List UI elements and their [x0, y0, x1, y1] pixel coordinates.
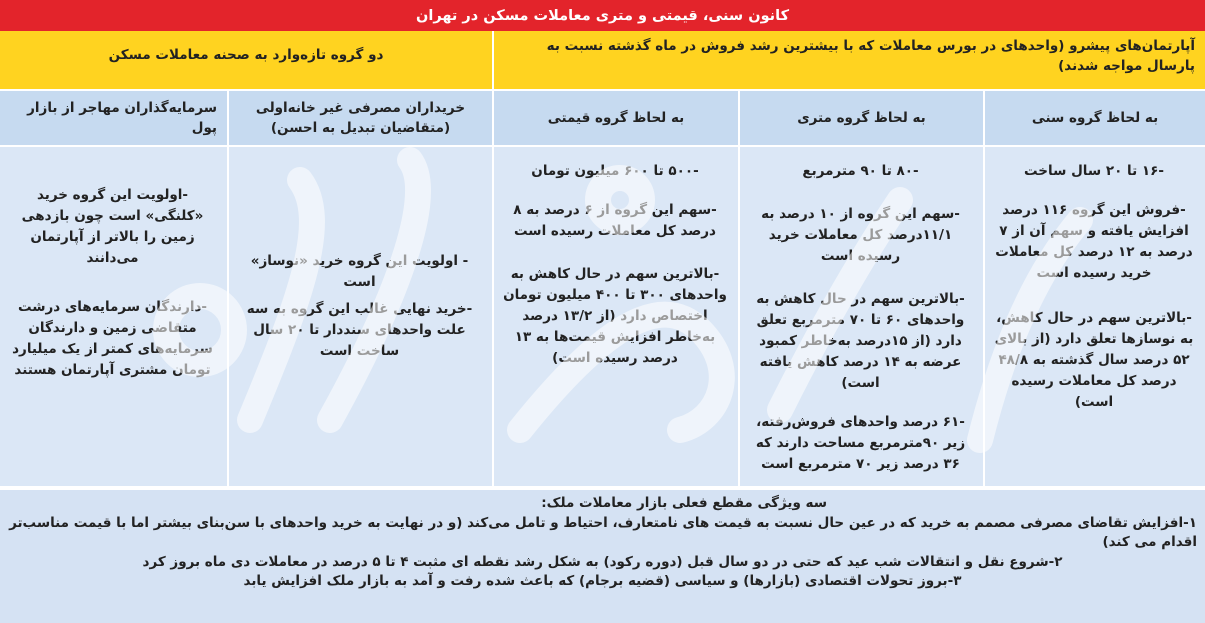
upgrade-item-1: - اولویت این گروه خرید «نوساز» است — [250, 253, 469, 290]
age-item-1: -۱۶ تا ۲۰ سال ساخت — [1024, 163, 1164, 179]
area-item-1: -۸۰ تا ۹۰ مترمربع — [802, 163, 919, 179]
price-item-2: -سهم این گروه از ۶ درصد به ۸ درصد کل معاملات رسیده است — [513, 202, 717, 239]
section-leading-apartments — [494, 31, 1205, 89]
price-item-1: -۵۰۰ تا ۶۰۰ میلیون تومان — [531, 163, 699, 179]
body-upgrade-buyers — [229, 147, 492, 486]
area-item-2: -سهم این گروه از ۱۰ درصد به ۱۱/۱درصد کل معاملات خرید رسیده است — [761, 206, 960, 264]
footer-point-1: ۱-افزایش تقاضای مصرفی مصمم به خرید که در عین حال نسبت به قیمت های نامتعارف، احتیاط و تامل می‌کند (و در نهایت به خرید واحدهای با سن‌بنای بیشتر اما با قیمت مناسب‌تر اقدام می کند) — [9, 514, 1197, 550]
age-item-3: -بالاترین سهم در حال کاهش، به نوسازها تعلق دارد (از بالای ۵۲ درصد سال گذشته به ۴۸/۸ درصد کل معاملات رسیده است) — [994, 310, 1194, 410]
header-age-group: به لحاظ گروه سنی — [985, 91, 1205, 145]
investor-item-2: -دارندگان سرمایه‌های درشت متقاضی زمین و دارندگان سرمایه‌های کمتر از یک میلیارد تومان مشتری آپارتمان هستند — [12, 299, 213, 378]
area-item-3: -بالاترین سهم در حال کاهش به واحدهای ۶۰ تا ۷۰ مترمربع تعلق دارد (از ۱۵درصد به‌خاطر کمبود عرضه به ۱۴ درصد کاهش یافته است) — [756, 291, 965, 391]
header-upgrade-buyers: خریداران مصرفی غیر خانه‌اولی (متقاضیان تبدیل به احسن) — [229, 91, 492, 145]
header-price-group: به لحاظ گروه قیمتی — [494, 91, 738, 145]
footer-point-3: ۳-بروز تحولات اقتصادی (بازارها) و سیاسی (قضیه برجام) که باعث شده رفت و آمد به بازار ملک افزایش یابد — [243, 573, 962, 589]
body-price-group — [494, 147, 738, 486]
section-leading-text: آپارتمان‌های پیشرو (واحدهای در بورس معاملات که با بیشترین رشد فروش در ماه گذشته نسبت به پارسال مواجه شدند) — [546, 38, 1195, 74]
upgrade-item-2: -خرید نهایی غالب این گروه به سه علت واحدهای سنددار تا ۲۰ سال ساخت است — [246, 301, 473, 359]
body-migrating-investors — [0, 147, 227, 486]
body-age-group — [985, 147, 1205, 486]
age-item-2: -فروش این گروه ۱۱۶ درصد افزایش یافته و سهم آن از ۷ درصد به ۱۲ درصد کل معاملات خرید رسیده است — [995, 202, 1193, 281]
section-newcomer-groups — [0, 31, 492, 89]
area-item-4: -۶۱ درصد واحدهای فروش‌رفته، زیر ۹۰مترمربع مساحت دارند که ۳۶ درصد زیر ۷۰ مترمربع است — [755, 414, 966, 472]
investor-item-1: -اولویت این گروه خرید «کلنگی» است چون بازدهی زمین را بالاتر از آپارتمان می‌دانند — [21, 187, 204, 266]
page-title: کانون سنی، قیمتی و متری معاملات مسکن در تهران — [0, 0, 1205, 31]
body-area-group — [740, 147, 983, 486]
header-migrating-investors: سرمایه‌گذاران مهاجر از بازار پول — [0, 91, 227, 145]
header-area-group: به لحاظ گروه متری — [740, 91, 983, 145]
footer-point-2: ۲-شروع نقل و انتقالات شب عید که حتی در دو سال قبل (دوره رکود) به شکل رشد نقطه ای مثبت ۴ تا ۵ درصد در معاملات دی ماه بروز کرد — [142, 553, 1063, 570]
price-item-3: -بالاترین سهم در حال کاهش به واحدهای ۳۰۰ تا ۴۰۰ میلیون تومان اختصاص دارد (از ۱۳/۲ درصد به‌خاطر افزایش قیمت‌ها به ۱۳ درصد رسیده است) — [503, 266, 727, 366]
footer-summary — [0, 488, 1205, 623]
footer-intro: سه ویژگی مقطع فعلی بازار معاملات ملک: — [541, 495, 827, 511]
section-newcomer-text: دو گروه تازه‌وارد به صحنه معاملات مسکن — [108, 47, 384, 63]
